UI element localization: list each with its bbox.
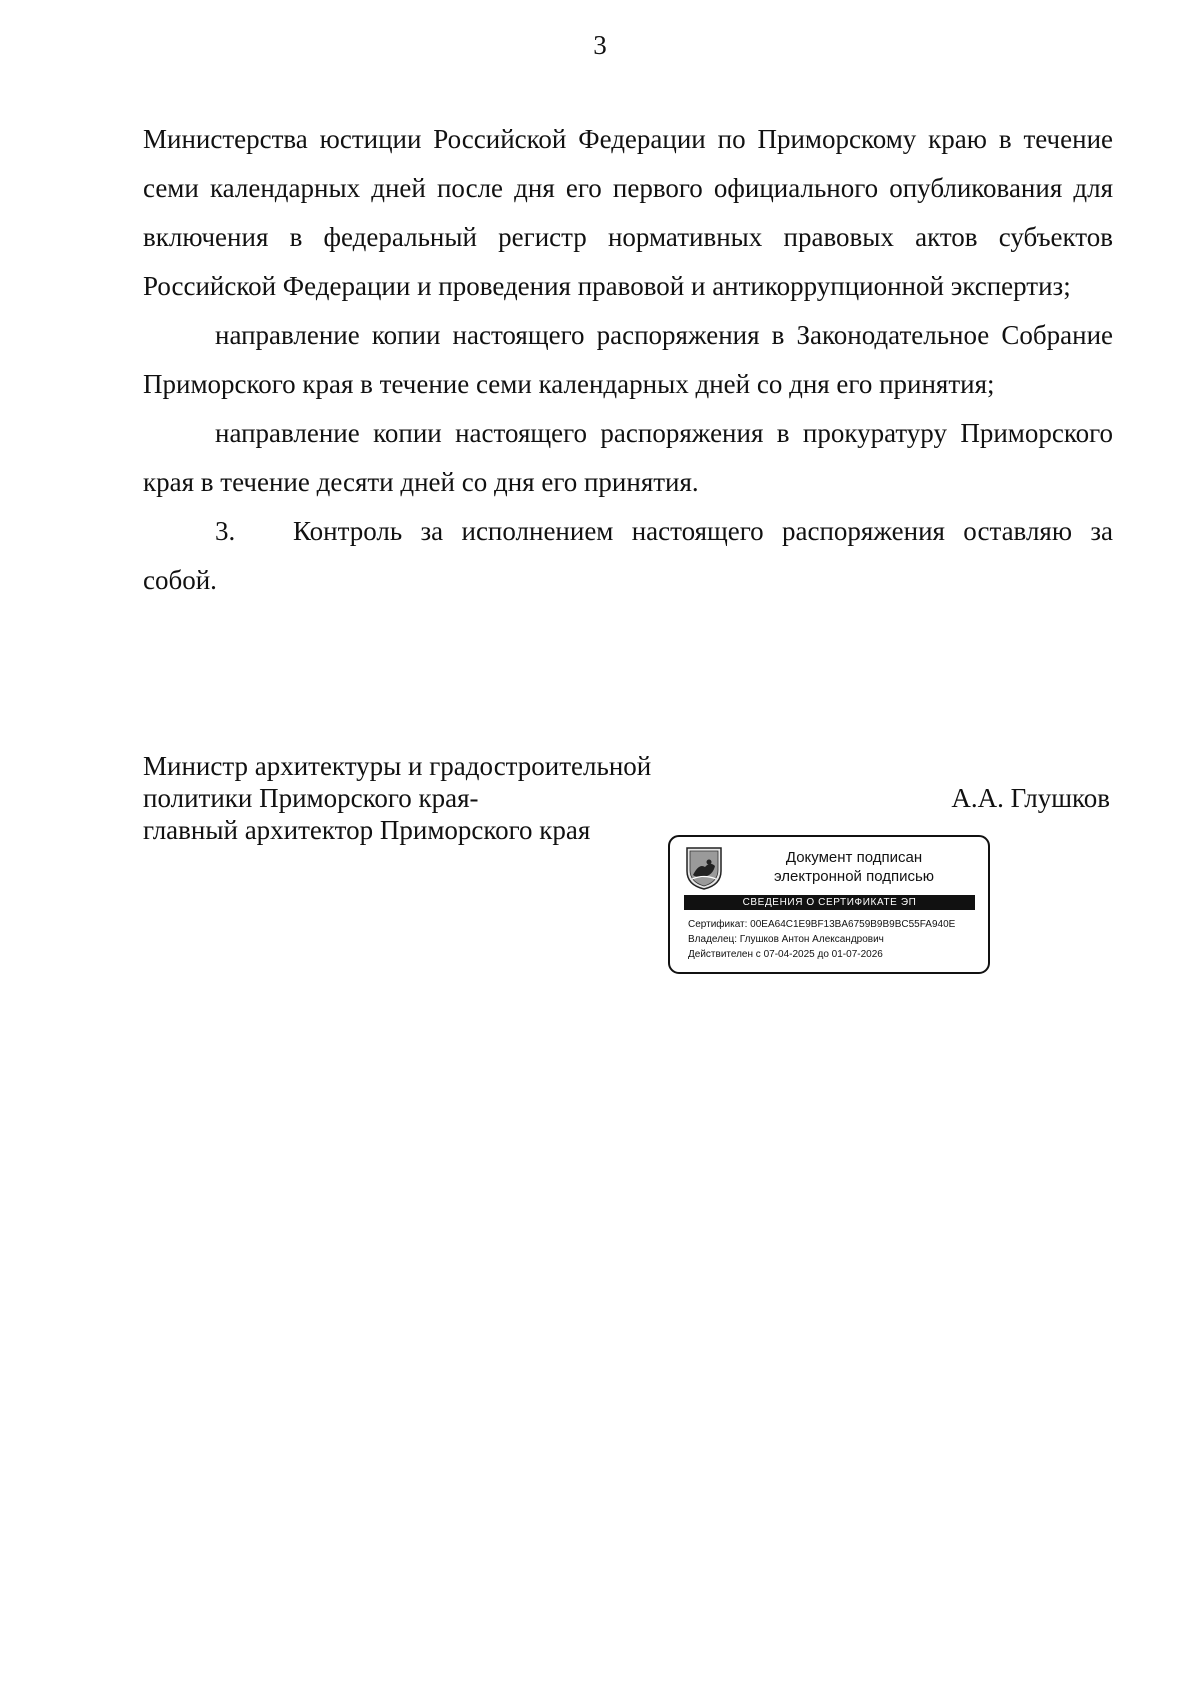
signatory-position-line: главный архитектор Приморского края [143,815,591,845]
primorsky-coat-of-arms-icon [684,845,724,891]
item-3-number: 3. [215,516,236,546]
item-3-text: Контроль за исполнением настоящего распоряжения оставляю за собой. [143,516,1113,595]
signatory-position [143,750,743,846]
certificate-header: СВЕДЕНИЯ О СЕРТИФИКАТЕ ЭП [684,895,975,910]
signatory-name: А.А. Глушков [951,783,1110,813]
document-body [143,115,1113,605]
certificate-details [688,917,984,962]
paragraph-prosecutor: направление копии настоящего распоряжения в прокуратуру Приморского края в течение десяти дней со дня его принятия. [143,418,1113,497]
certificate-number: Сертификат: 00EA64C1E9BF13BA6759B9B9BC55FA940E [688,919,956,930]
certificate-owner: Владелец: Глушков Антон Александрович [688,934,884,945]
signatory-position-line: Министр архитектуры и градостроительной [143,751,652,781]
stamp-title [728,848,980,886]
page-number: 3 [593,30,607,60]
certificate-validity: Действителен с 07-04-2025 до 01-07-2026 [688,949,883,960]
stamp-title-line: электронной подписью [773,868,935,885]
item-3 [143,507,1113,605]
signatory-position-line: политики Приморского края- [143,783,479,813]
paragraph-legislative-assembly: направление копии настоящего распоряжения в Законодательное Собрание Приморского края в течение семи календарных дней со дня его принятия; [143,320,1113,399]
electronic-signature-stamp [668,835,990,974]
paragraph-ministry-justice: Министерства юстиции Российской Федерации по Приморскому краю в течение семи календарных дней после дня его первого официального опубликования для включения в федеральный регистр нормативных правовых актов субъектов Российской Федерации и проведения правовой и антикоррупционной экспертиз; [143,124,1113,301]
stamp-title-line: Документ подписан [785,849,923,866]
